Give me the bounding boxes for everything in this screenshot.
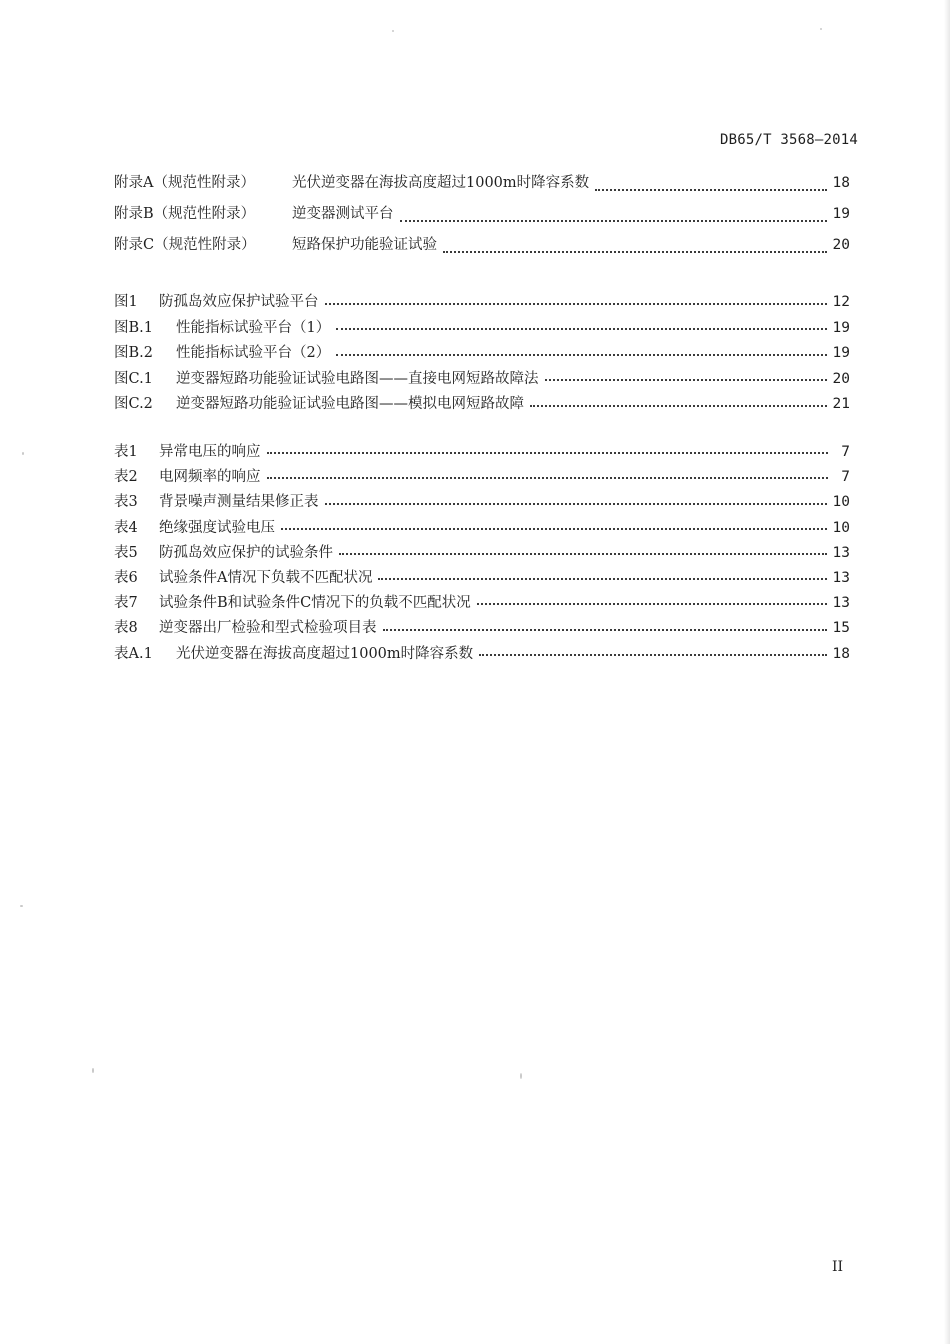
- entry-title: 试验条件A情况下负载不匹配状况: [159, 569, 373, 586]
- entry-title: 光伏逆变器在海拔高度超过1000m时降容系数: [292, 175, 590, 191]
- toc-entry-figure[interactable]: [114, 392, 850, 418]
- entry-page: 12: [832, 294, 850, 310]
- entry-title: 防孤岛效应保护试验平台: [159, 294, 319, 310]
- toc-entry-table[interactable]: [114, 465, 850, 490]
- entry-label: 附录C（规范性附录）: [114, 237, 256, 253]
- entry-page: 20: [832, 237, 850, 253]
- toc-entry-figure[interactable]: [114, 367, 850, 393]
- dot-leader: [281, 527, 827, 530]
- dot-leader: [400, 219, 827, 222]
- entry-label: 表6: [114, 569, 138, 586]
- entry-label: 表5: [114, 544, 138, 561]
- dot-leader: [336, 353, 826, 356]
- entry-title: 防孤岛效应保护的试验条件: [159, 544, 333, 561]
- entry-label: 图C.2: [114, 396, 153, 412]
- dot-leader: [595, 188, 826, 191]
- toc-entry-table[interactable]: [114, 616, 850, 641]
- toc-entry-figure[interactable]: [114, 341, 850, 367]
- entry-page: 18: [832, 645, 850, 662]
- scan-speck: [392, 30, 394, 32]
- entry-title: 逆变器短路功能验证试验电路图——直接电网短路故障法: [176, 370, 539, 387]
- dot-leader: [378, 577, 826, 580]
- dot-leader: [443, 250, 827, 253]
- entry-page: 13: [832, 544, 850, 561]
- entry-title: 逆变器短路功能验证试验电路图——模拟电网短路故障: [176, 396, 524, 412]
- toc-entry-table[interactable]: [114, 591, 850, 616]
- entry-page: 10: [832, 494, 850, 511]
- entry-page: 10: [832, 519, 850, 536]
- dot-leader: [530, 404, 827, 407]
- toc-entry-appendix-b[interactable]: [114, 202, 850, 233]
- entry-label: 表2: [114, 469, 138, 486]
- toc-entry-appendix-c[interactable]: [114, 233, 850, 264]
- entry-title: 背景噪声测量结果修正表: [159, 494, 319, 511]
- dot-leader: [339, 552, 827, 555]
- entry-page: 13: [832, 569, 850, 586]
- entry-title: 逆变器出厂检验和型式检验项目表: [159, 620, 377, 637]
- entry-title: 电网频率的响应: [159, 469, 261, 486]
- entry-page: 7: [841, 469, 850, 486]
- entry-title: 短路保护功能验证试验: [292, 237, 437, 253]
- entry-title: 绝缘强度试验电压: [159, 519, 275, 536]
- dot-leader: [325, 502, 827, 505]
- toc-entry-appendix-a[interactable]: [114, 171, 850, 202]
- entry-page: 20: [832, 370, 850, 387]
- dot-leader: [325, 302, 827, 305]
- dot-leader: [477, 602, 827, 605]
- dot-leader: [383, 628, 827, 631]
- dot-leader: [267, 476, 829, 479]
- entry-label: 表8: [114, 620, 138, 637]
- toc-entry-table[interactable]: [114, 490, 850, 515]
- scan-speck: [92, 1068, 94, 1073]
- table-list: [114, 440, 850, 667]
- appendix-list: [114, 171, 850, 264]
- entry-label: 图C.1: [114, 370, 153, 387]
- entry-label: 附录B（规范性附录）: [114, 206, 256, 222]
- entry-page: 18: [832, 175, 850, 191]
- toc-entry-table[interactable]: [114, 541, 850, 566]
- entry-page: 19: [832, 345, 850, 361]
- entry-label: 图1: [114, 294, 138, 310]
- scan-speck: [520, 1073, 522, 1079]
- toc-entry-figure[interactable]: [114, 290, 850, 316]
- dot-leader: [479, 653, 826, 656]
- entry-label: 表1: [114, 444, 138, 460]
- entry-title: 异常电压的响应: [159, 444, 261, 460]
- toc-entry-table[interactable]: [114, 516, 850, 541]
- entry-page: 21: [832, 396, 850, 412]
- scan-speck: [22, 452, 24, 455]
- entry-page: 19: [832, 206, 850, 222]
- toc-entry-table[interactable]: [114, 440, 850, 465]
- entry-page: 19: [832, 319, 850, 336]
- dot-leader: [267, 451, 829, 454]
- entry-label: 表4: [114, 519, 138, 536]
- entry-page: 7: [841, 444, 850, 460]
- entry-title: 逆变器测试平台: [292, 206, 394, 222]
- entry-label: 表7: [114, 595, 138, 612]
- entry-title: 性能指标试验平台（2）: [176, 345, 331, 361]
- entry-page: 15: [832, 620, 850, 637]
- scan-speck: [820, 28, 822, 30]
- entry-label: 图B.2: [114, 345, 153, 361]
- dot-leader: [545, 378, 827, 381]
- entry-label: 附录A（规范性附录）: [114, 175, 255, 191]
- dot-leader: [336, 327, 826, 330]
- toc-entry-table[interactable]: [114, 642, 850, 667]
- document-code: DB65/T 3568—2014: [719, 132, 858, 148]
- scan-edge-shadow: [944, 0, 950, 1344]
- entry-page: 13: [832, 595, 850, 612]
- page-number: II: [831, 1259, 843, 1275]
- toc-entry-table[interactable]: [114, 566, 850, 591]
- scan-speck: [20, 905, 23, 907]
- entry-label: 表A.1: [114, 645, 153, 662]
- entry-title: 试验条件B和试验条件C情况下的负载不匹配状况: [159, 595, 471, 612]
- entry-title: 性能指标试验平台（1）: [176, 319, 331, 336]
- figure-list: [114, 290, 850, 418]
- toc-entry-figure[interactable]: [114, 316, 850, 342]
- entry-label: 表3: [114, 494, 138, 511]
- entry-title: 光伏逆变器在海拔高度超过1000m时降容系数: [176, 645, 474, 662]
- entry-label: 图B.1: [114, 319, 153, 336]
